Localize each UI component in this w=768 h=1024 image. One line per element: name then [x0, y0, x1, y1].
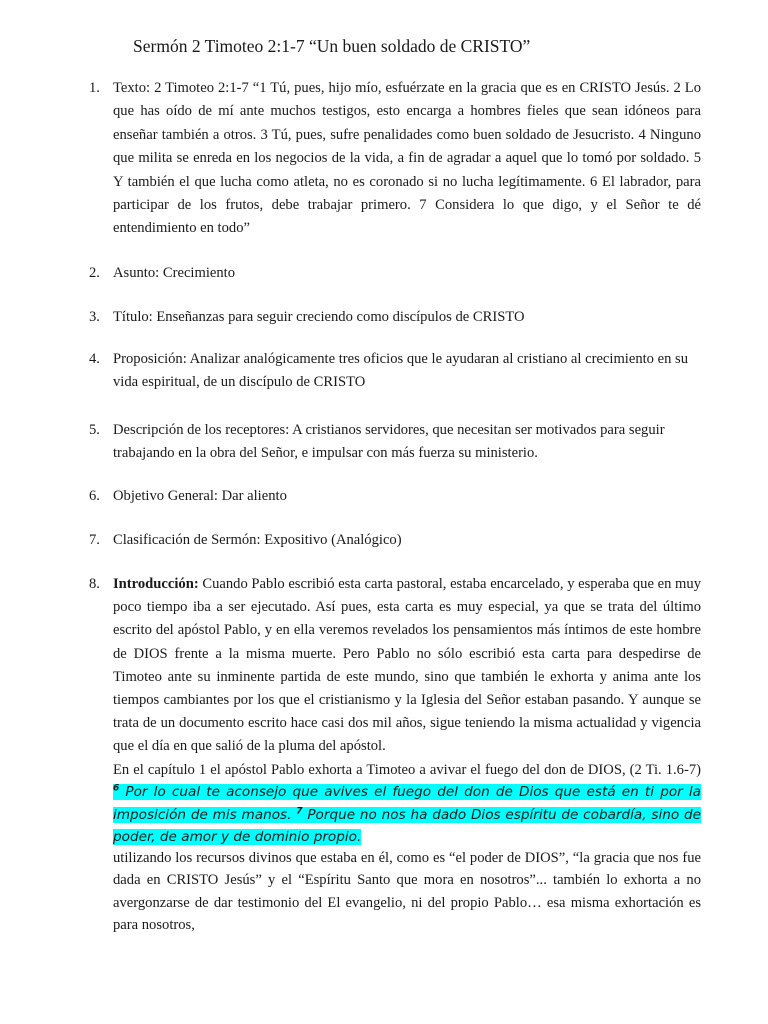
intro-continuation-paragraph — [113, 759, 701, 849]
verse-text: Porque no nos ha dado Dios espíritu de cobardía, sino de poder, de amor y de dominio propio. — [113, 806, 701, 846]
item-text: Expositivo (Analógico) — [264, 532, 402, 548]
list-item-titulo — [89, 306, 701, 329]
list-item-proposicion — [89, 348, 701, 395]
item-number: 8. — [89, 576, 100, 592]
item-number: 5. — [89, 422, 100, 438]
list-item-introduccion — [89, 573, 701, 759]
item-text: A cristianos servidores, que necesitan ser motivados para seguir trabajando en la obra del Señor, e impulsar con más fuerza su ministerio. — [113, 422, 665, 462]
item-label: Descripción de los receptores: — [113, 422, 290, 438]
highlighted-verse — [113, 784, 701, 845]
document-title: Sermón 2 Timoteo 2:1-7 “Un buen soldado de CRISTO” — [133, 36, 531, 56]
item-text: 2 Timoteo 2:1-7 “1 Tú, pues, hijo mío, esfuérzate en la gracia que es en CRISTO Jesús. 2 Lo que has oído de mí ante muchos testigos, esto encarga a hombres fieles que sean idóneos para enseñar también a otros. 3 Tú, pues, sufre penalidades como buen soldado de Jesucristo. 4 Ninguno que milita se enreda en los negocios de la vida, a fin de agradar a aquel que lo tomó por soldado. 5 Y también el que lucha como atleta, no es coronado si no lucha legítimamente. 6 El labrador, para participar de los frutos, debe trabajar primero. 7 Considera lo que digo, y el Señor te dé entendimiento en todo” — [113, 80, 701, 237]
item-label: Título: — [113, 309, 153, 325]
item-number: 2. — [89, 265, 100, 281]
item-text: Enseñanzas para seguir creciendo como discípulos de CRISTO — [156, 309, 525, 325]
list-item-clasificacion — [89, 529, 701, 552]
item-label: Clasificación de Sermón: — [113, 532, 261, 548]
list-item-receptores — [89, 419, 701, 466]
item-text: Dar aliento — [221, 488, 287, 504]
item-number: 6. — [89, 488, 100, 504]
item-text: Analizar analógicamente tres oficios que le ayudaran al cristiano al crecimiento en su vida espiritual, de un discípulo de CRISTO — [113, 351, 689, 391]
item-number: 7. — [89, 532, 100, 548]
item-text: Crecimiento — [162, 265, 236, 281]
list-item-asunto — [89, 262, 701, 285]
final-paragraph — [113, 847, 701, 937]
list-item-texto — [89, 77, 701, 241]
item-number: 1. — [89, 80, 100, 96]
item-label: Texto: — [113, 80, 151, 96]
item-number: 3. — [89, 309, 100, 325]
verse-text: Por lo cual te aconsejo que avives el fuego del don de Dios que está en ti por la imposición de mis manos. — [113, 784, 701, 823]
item-text: Cuando Pablo escribió esta carta pastoral, estaba encarcelado, y esperaba que en muy poco tiempo iba a ser ejecutado. Así pues, esta carta es muy especial, ya que se trata del último escrito del apóstol Pablo, y en ella veremos revelados los pensamientos más íntimos de este hombre de DIOS frente a la misma muerte. Pero Pablo no sólo escribió esta carta para despedirse de Timoteo ante su inminente partida de este mundo, sino que también le exhorta y anima ante los tiempos cambiantes por los que el cristianismo y la Iglesia del Señor estaban pasando. Y aunque se trata de un documento escrito hace casi dos mil años, sigue teniendo la misma actualidad y vigencia que el día en que salió de la pluma del apóstol. — [113, 576, 701, 755]
verse-number: 7 — [296, 806, 303, 817]
list-item-objetivo — [89, 485, 701, 508]
para-intro-text: En el capítulo 1 el apóstol Pablo exhorta a Timoteo a avivar el fuego del don de DIOS, (2 Ti. 1.6-7) — [113, 762, 701, 778]
item-label: Objetivo General: — [113, 488, 218, 504]
verse-number: 6 — [113, 783, 120, 794]
item-label: Introducción: — [113, 576, 199, 592]
item-number: 4. — [89, 351, 100, 367]
final-paragraph-text: utilizando los recursos divinos que estaba en él, como es “el poder de DIOS”, “la gracia que nos fue dada en CRISTO Jesús” y el “Espíritu Santo que mora en nosotros”... también lo exhorta a no avergonzarse de dar testimonio del El evangelio, ni del propio Pablo… esa misma exhortación es para nosotros, — [113, 850, 701, 934]
item-label: Proposición: — [113, 351, 187, 367]
item-label: Asunto: — [113, 265, 160, 281]
